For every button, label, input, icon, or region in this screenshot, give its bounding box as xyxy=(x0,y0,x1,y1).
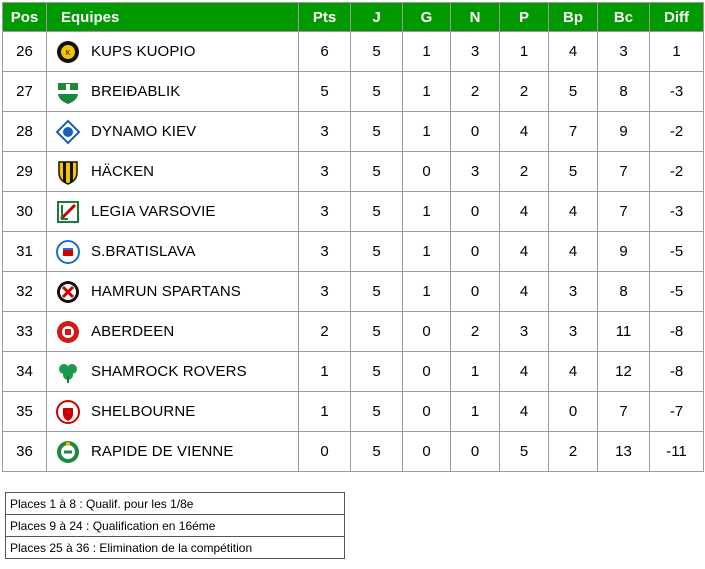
cell-p: 2 xyxy=(500,72,549,112)
cell-bc: 8 xyxy=(598,272,650,312)
cell-bp: 4 xyxy=(549,192,598,232)
cell-bp: 4 xyxy=(549,352,598,392)
cell-diff: 1 xyxy=(650,32,704,72)
col-header-p: P xyxy=(500,3,549,32)
cell-n: 3 xyxy=(451,32,500,72)
cell-p: 3 xyxy=(500,312,549,352)
rapid-vienne-logo-icon xyxy=(55,439,81,465)
cell-p: 4 xyxy=(500,392,549,432)
cell-pos: 36 xyxy=(3,432,47,472)
team-cell xyxy=(47,112,299,152)
team-name: BREIÐABLIK xyxy=(91,83,181,100)
cell-j: 5 xyxy=(351,392,403,432)
cell-bc: 11 xyxy=(598,312,650,352)
aberdeen-logo-icon xyxy=(55,319,81,345)
cell-j: 5 xyxy=(351,152,403,192)
cell-bc: 9 xyxy=(598,232,650,272)
cell-pts: 1 xyxy=(299,352,351,392)
cell-bp: 5 xyxy=(549,152,598,192)
cell-diff: -7 xyxy=(650,392,704,432)
standings-table xyxy=(2,2,704,472)
cell-g: 1 xyxy=(403,232,451,272)
cell-p: 2 xyxy=(500,152,549,192)
cell-bp: 5 xyxy=(549,72,598,112)
cell-bp: 0 xyxy=(549,392,598,432)
cell-n: 0 xyxy=(451,192,500,232)
cell-bp: 2 xyxy=(549,432,598,472)
cell-pos: 26 xyxy=(3,32,47,72)
team-name: S.BRATISLAVA xyxy=(91,243,196,260)
team-cell xyxy=(47,352,299,392)
cell-j: 5 xyxy=(351,72,403,112)
cell-p: 4 xyxy=(500,112,549,152)
standings-body xyxy=(3,32,704,472)
cell-diff: -3 xyxy=(650,72,704,112)
hacken-logo-icon xyxy=(55,159,81,185)
table-row xyxy=(3,392,704,432)
col-header-n: N xyxy=(451,3,500,32)
cell-pos: 35 xyxy=(3,392,47,432)
table-row xyxy=(3,32,704,72)
team-cell xyxy=(47,32,299,72)
legia-logo-icon xyxy=(55,199,81,225)
cell-g: 0 xyxy=(403,432,451,472)
team-name: SHAMROCK ROVERS xyxy=(91,363,247,380)
legend-item-qualif-8e: Places 1 à 8 : Qualif. pour les 1/8e xyxy=(6,493,345,515)
cell-pos: 28 xyxy=(3,112,47,152)
team-name: HAMRUN SPARTANS xyxy=(91,283,241,300)
cell-j: 5 xyxy=(351,352,403,392)
cell-bp: 4 xyxy=(549,232,598,272)
table-row xyxy=(3,192,704,232)
hamrun-spartans-logo-icon xyxy=(55,279,81,305)
cell-bp: 4 xyxy=(549,32,598,72)
cell-bp: 3 xyxy=(549,312,598,352)
cell-n: 1 xyxy=(451,392,500,432)
cell-j: 5 xyxy=(351,112,403,152)
cell-n: 2 xyxy=(451,72,500,112)
team-cell xyxy=(47,272,299,312)
legend-item-qualif-16e: Places 9 à 24 : Qualification en 16éme xyxy=(6,515,345,537)
cell-p: 5 xyxy=(500,432,549,472)
col-header-team: Equipes xyxy=(47,3,299,32)
cell-diff: -11 xyxy=(650,432,704,472)
cell-bc: 7 xyxy=(598,152,650,192)
cell-p: 4 xyxy=(500,352,549,392)
cell-p: 4 xyxy=(500,232,549,272)
kups-kuopio-logo-icon xyxy=(55,39,81,65)
shamrock-rovers-logo-icon xyxy=(55,359,81,385)
col-header-g: G xyxy=(403,3,451,32)
team-name: RAPIDE DE VIENNE xyxy=(91,443,234,460)
cell-n: 3 xyxy=(451,152,500,192)
team-name: HÄCKEN xyxy=(91,163,155,180)
cell-pos: 33 xyxy=(3,312,47,352)
cell-p: 4 xyxy=(500,272,549,312)
cell-g: 1 xyxy=(403,112,451,152)
cell-g: 0 xyxy=(403,352,451,392)
team-name: DYNAMO KIEV xyxy=(91,123,197,140)
cell-n: 2 xyxy=(451,312,500,352)
cell-pts: 6 xyxy=(299,32,351,72)
cell-pts: 1 xyxy=(299,392,351,432)
cell-pos: 34 xyxy=(3,352,47,392)
cell-n: 0 xyxy=(451,432,500,472)
team-cell xyxy=(47,72,299,112)
cell-bc: 3 xyxy=(598,32,650,72)
cell-pos: 27 xyxy=(3,72,47,112)
cell-g: 0 xyxy=(403,392,451,432)
cell-pos: 31 xyxy=(3,232,47,272)
cell-p: 4 xyxy=(500,192,549,232)
cell-pts: 5 xyxy=(299,72,351,112)
cell-bc: 7 xyxy=(598,392,650,432)
cell-pts: 3 xyxy=(299,152,351,192)
table-row xyxy=(3,72,704,112)
cell-diff: -5 xyxy=(650,232,704,272)
cell-pts: 0 xyxy=(299,432,351,472)
col-header-pts: Pts xyxy=(299,3,351,32)
legend-table xyxy=(5,492,345,559)
cell-j: 5 xyxy=(351,432,403,472)
cell-g: 1 xyxy=(403,72,451,112)
cell-j: 5 xyxy=(351,32,403,72)
svg-text:K: K xyxy=(65,48,71,57)
cell-g: 1 xyxy=(403,272,451,312)
cell-pos: 30 xyxy=(3,192,47,232)
cell-n: 0 xyxy=(451,232,500,272)
cell-j: 5 xyxy=(351,312,403,352)
slovan-bratislava-logo-icon xyxy=(55,239,81,265)
team-cell xyxy=(47,152,299,192)
header-row xyxy=(3,3,704,32)
cell-p: 1 xyxy=(500,32,549,72)
team-name: LEGIA VARSOVIE xyxy=(91,203,216,220)
team-cell xyxy=(47,392,299,432)
col-header-pos: Pos xyxy=(3,3,47,32)
cell-bp: 3 xyxy=(549,272,598,312)
team-name: ABERDEEN xyxy=(91,323,175,340)
team-cell xyxy=(47,432,299,472)
cell-bc: 13 xyxy=(598,432,650,472)
table-row xyxy=(3,232,704,272)
team-name: SHELBOURNE xyxy=(91,403,196,420)
cell-diff: -2 xyxy=(650,152,704,192)
table-row xyxy=(3,352,704,392)
cell-bp: 7 xyxy=(549,112,598,152)
cell-pts: 3 xyxy=(299,192,351,232)
col-header-j: J xyxy=(351,3,403,32)
col-header-bp: Bp xyxy=(549,3,598,32)
team-cell xyxy=(47,192,299,232)
cell-g: 1 xyxy=(403,192,451,232)
table-row xyxy=(3,272,704,312)
cell-pos: 29 xyxy=(3,152,47,192)
team-cell xyxy=(47,312,299,352)
table-row xyxy=(3,312,704,352)
cell-j: 5 xyxy=(351,232,403,272)
cell-bc: 7 xyxy=(598,192,650,232)
col-header-bc: Bc xyxy=(598,3,650,32)
cell-pts: 3 xyxy=(299,272,351,312)
cell-bc: 8 xyxy=(598,72,650,112)
legend-item-elimination: Places 25 à 36 : Elimination de la compétition xyxy=(6,537,345,559)
cell-n: 0 xyxy=(451,112,500,152)
cell-n: 0 xyxy=(451,272,500,312)
col-header-diff: Diff xyxy=(650,3,704,32)
table-row xyxy=(3,112,704,152)
cell-diff: -3 xyxy=(650,192,704,232)
cell-diff: -8 xyxy=(650,312,704,352)
cell-n: 1 xyxy=(451,352,500,392)
breidablik-logo-icon xyxy=(55,79,81,105)
cell-pts: 3 xyxy=(299,112,351,152)
cell-g: 1 xyxy=(403,32,451,72)
table-row xyxy=(3,432,704,472)
cell-bc: 12 xyxy=(598,352,650,392)
cell-j: 5 xyxy=(351,192,403,232)
cell-pos: 32 xyxy=(3,272,47,312)
dynamo-kiev-logo-icon xyxy=(55,119,81,145)
cell-g: 0 xyxy=(403,152,451,192)
team-name: KUPS KUOPIO xyxy=(91,43,196,60)
cell-diff: -8 xyxy=(650,352,704,392)
cell-bc: 9 xyxy=(598,112,650,152)
cell-diff: -2 xyxy=(650,112,704,152)
team-cell xyxy=(47,232,299,272)
cell-diff: -5 xyxy=(650,272,704,312)
cell-pts: 3 xyxy=(299,232,351,272)
cell-g: 0 xyxy=(403,312,451,352)
cell-j: 5 xyxy=(351,272,403,312)
shelbourne-logo-icon xyxy=(55,399,81,425)
cell-pts: 2 xyxy=(299,312,351,352)
table-row xyxy=(3,152,704,192)
